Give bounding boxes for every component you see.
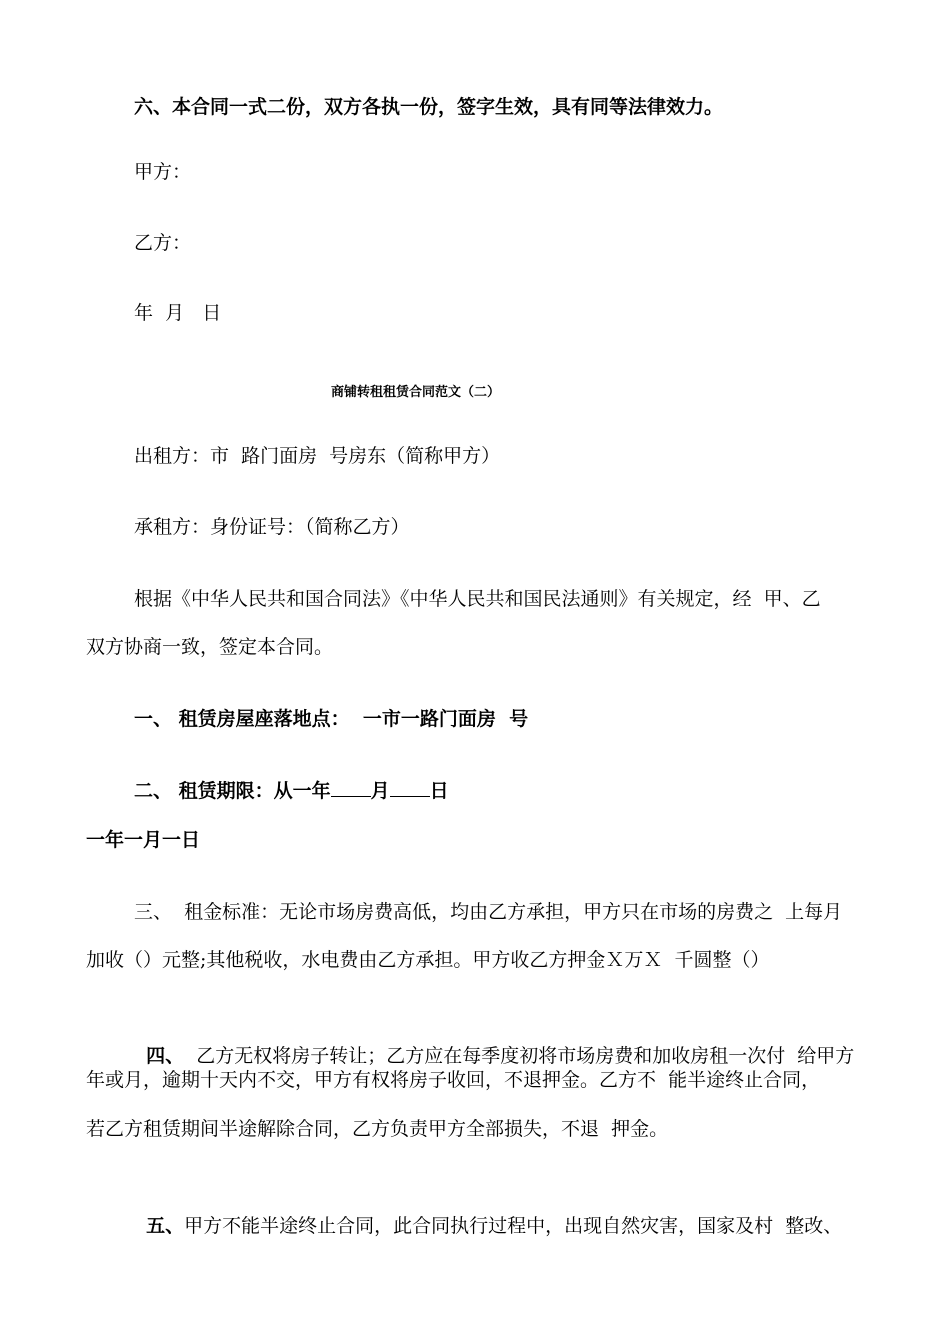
item-four-text: 乙方无权将房子转让；乙方应在每季度初将市场房费和加收房租一次付 给甲方 [184, 1045, 855, 1067]
item-four-label: 四、 [146, 1045, 185, 1067]
date-line: 年 月 日 [134, 302, 222, 324]
item-two-line-2: 一年一月一日 [86, 829, 201, 851]
item-one: 一、 租赁房屋座落地点： 一市一路门面房 号 [134, 708, 529, 730]
blank-month [331, 778, 371, 797]
item-five-text: 甲方不能半途终止合同，此合同执行过程中，出现自然灾害，国家及村 整改、 [184, 1215, 843, 1237]
item-two-prefix: 二、 租赁期限：从一年 [134, 780, 331, 802]
item-three-line-1: 三、 租金标准：无论市场房费高低，均由乙方承担，甲方只在市场的房费之 上每月 [134, 901, 843, 923]
blank-day [390, 778, 430, 797]
party-a-signature-label: 甲方： [134, 161, 192, 183]
item-two [134, 778, 449, 803]
item-five-label: 五、 [146, 1215, 185, 1237]
item-four-line-3: 若乙方租赁期间半途解除合同，乙方负责甲方全部损失，不退 押金。 [86, 1118, 669, 1140]
item-three-line-2: 加收（）元整;其他税收，水电费由乙方承担。甲方收乙方押金Ｘ万Ｘ 千圆整（） [86, 949, 770, 971]
item-five-line-1 [134, 1190, 842, 1238]
item-two-day: 日 [429, 780, 449, 802]
preamble-line-1: 根据《中华人民共和国合同法》《中华人民共和国民法通则》有关规定，经 甲、乙 [134, 588, 821, 610]
clause-six: 六、本合同一式二份，双方各执一份，签字生效，具有同等法律效力。 [134, 96, 724, 118]
lessee-line: 承租方：身份证号：（简称乙方） [134, 516, 410, 538]
item-four-line-1 [134, 1020, 854, 1068]
item-two-month: 月 [370, 780, 390, 802]
lessor-line: 出租方：市 路门面房 号房东（简称甲方） [134, 445, 501, 467]
item-four-line-2: 年或月，逾期十天内不交，甲方有权将房子收回，不退押金。乙方不 能半途终止合同， [86, 1069, 821, 1091]
party-b-signature-label: 乙方： [134, 232, 192, 254]
section-title: 商铺转租租赁合同范文（二） [331, 385, 501, 400]
preamble-line-2: 双方协商一致，签定本合同。 [86, 636, 334, 658]
